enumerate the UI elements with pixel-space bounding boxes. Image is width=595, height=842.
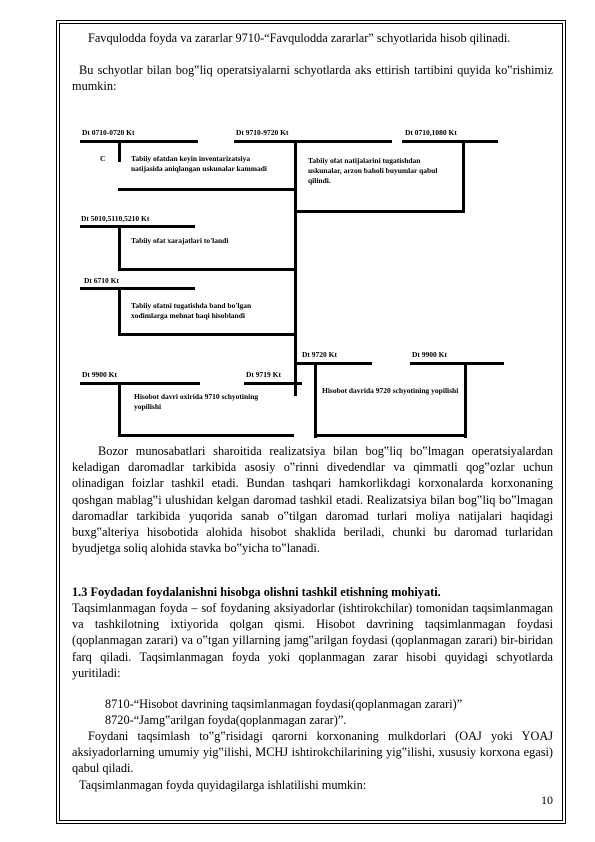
paragraph-favqulodda: Favqulodda foyda va zararlar 9710-“Favqulodda zararlar” schyotlarida hisob qilinadi. (88, 31, 511, 45)
flow-line-6 (314, 434, 466, 437)
t-account-top-1 (80, 140, 198, 143)
flow-line-1 (118, 188, 296, 191)
account-label-0710: Dt 0710-0720 Kt (82, 128, 135, 137)
paragraph-ishlatilishi: Taqsimlanmagan foyda quyidagilarga ishlatilishi mumkin: (79, 778, 367, 792)
credit-marker: C (100, 154, 106, 163)
flow-line-4 (118, 333, 296, 336)
account-label-9900-right: Dt 9900 Kt (412, 350, 447, 359)
flow-line-3 (118, 268, 296, 271)
paragraph-bozor: Bozor munosabatlari sharoitida realizatsiya bilan bog‟liq bo‟lmagan operatsiyalardan keladigan daromadlar tarkibida asosiy o‟rinni divedendlar va qimmatli qog‟ozlar uchun olinadigan foizlar tashkil etadi. Bundan tashqari hamkorlikdagi korxonalarda korxonaning qoshgan mablag‟i ulushidan kelgan daromad tashkil etadi. Realizatsiya bilan bog‟liq bo‟lmagan daromadlar tarkibida yuqorida sanab o‟tilgan daromad turlari moliya natijalari haqidagi buxg‟alteriya hisobotida alohida hisobot shaklida beriladi, chunki bu daromad turlaridan byudjetga soliq alohida stavka bo‟yicha to‟lanadi. (72, 444, 553, 556)
account-item-8720: 8720-“Jamg‟arilgan foyda(qoplanmagan zarar)”. (105, 713, 347, 727)
entry-note-9710-yopilishi: Hisobot davri oxirida 9710 schyotining yopilishi (134, 392, 259, 411)
t-account-stem-6 (314, 362, 317, 438)
flow-line-2 (294, 210, 465, 213)
entry-note-inventarizatsiya: Tabiiy ofatdan keyin inventarizatsiya natijasida aniqlangan uskunalar kammadi (131, 154, 267, 173)
paragraph-schyotlar: Bu schyotlar bilan bog‟liq operatsiyalarni schyotlarda aks ettirish tartibini quyida ko‟rishimiz mumkin: (72, 63, 553, 94)
account-label-9900-left: Dt 9900 Kt (82, 370, 117, 379)
account-label-1080: Dt 0710,1080 Kt (405, 128, 457, 137)
account-label-9710: Dt 9710-9720 Kt (236, 128, 289, 137)
flow-line-5 (118, 434, 294, 437)
t-account-stem-5 (118, 287, 121, 335)
t-account-top-7 (410, 362, 504, 365)
section-heading: 1.3 Foydadan foydalanishni hisobga olishni tashkil etishning mohiyati. (72, 585, 441, 599)
t-account-stem-1 (118, 140, 121, 162)
paragraph-taqsimlanmagan: Taqsimlanmagan foyda – sof foydaning aksiyadorlar (ishtirokchilar) tomonidan taqsimlanmagan va tashkilotning ixtiyorida qolgan qismi. Hisobot davrining taqsimlanmagan foydasi (qoplanmagan zarari) va o‟tgan yillarning jamg‟arilgan foydasi (qoplanmagan zarari) bir-biridan farq qiladi. Taqsimlanmagan foyda yoki qoplanmagan zarar hisobi quyidagi schyotlarda yuritiladi: (72, 601, 553, 680)
t-account-top-9 (244, 382, 302, 385)
account-label-5010: Dt 5010,5110,5210 Kt (81, 214, 150, 223)
t-account-top-5 (80, 287, 195, 290)
t-account-top-6 (294, 362, 372, 365)
page-number: 10 (541, 793, 553, 807)
t-account-top-2 (234, 140, 392, 143)
paragraph-foydani: Foydani taqsimlash to‟g‟risidagi qarorni korxonaning mulkdorlari (OAJ yoki YOAJ aksiyadorlarning umumiy yig‟ilishi, MCHJ ishtirokchilarining yig‟ilishi, xususiy korxona egasi) qabul qiladi. (72, 729, 553, 776)
account-label-9720: Dt 9720 Kt (302, 350, 337, 359)
account-item-8710: 8710-“Hisobot davrining taqsimlanmagan foydasi(qoplanmagan zarari)” (105, 697, 463, 711)
entry-note-uskunalar: Tabiiy ofat natijalarini tugatishdan uskunalar, arzon baholi buyumlar qabul qilindi. (308, 156, 438, 185)
t-account-stem-8 (118, 382, 121, 436)
t-account-stem-3 (462, 140, 465, 210)
t-account-stem-4 (118, 225, 121, 271)
t-account-top-8 (80, 382, 200, 385)
accounting-diagram (76, 124, 562, 442)
entry-note-xarajatlar: Tabiiy ofat xarajatlari to'landi (131, 236, 229, 245)
account-label-9719: Dt 9719 Kt (246, 370, 281, 379)
entry-note-mehnat-haqi: Tabiiy ofatni tugatishda band bo'lgan xodimlarga mehnat haqi hisoblandi (131, 301, 252, 320)
account-label-6710: Dt 6710 Kt (84, 276, 119, 285)
t-account-top-3 (402, 140, 498, 143)
entry-note-9720-yopilishi: Hisobot davrida 9720 schyotining yopilishi (322, 386, 459, 395)
t-account-top-4 (80, 225, 195, 228)
t-account-stem-7 (464, 362, 467, 438)
